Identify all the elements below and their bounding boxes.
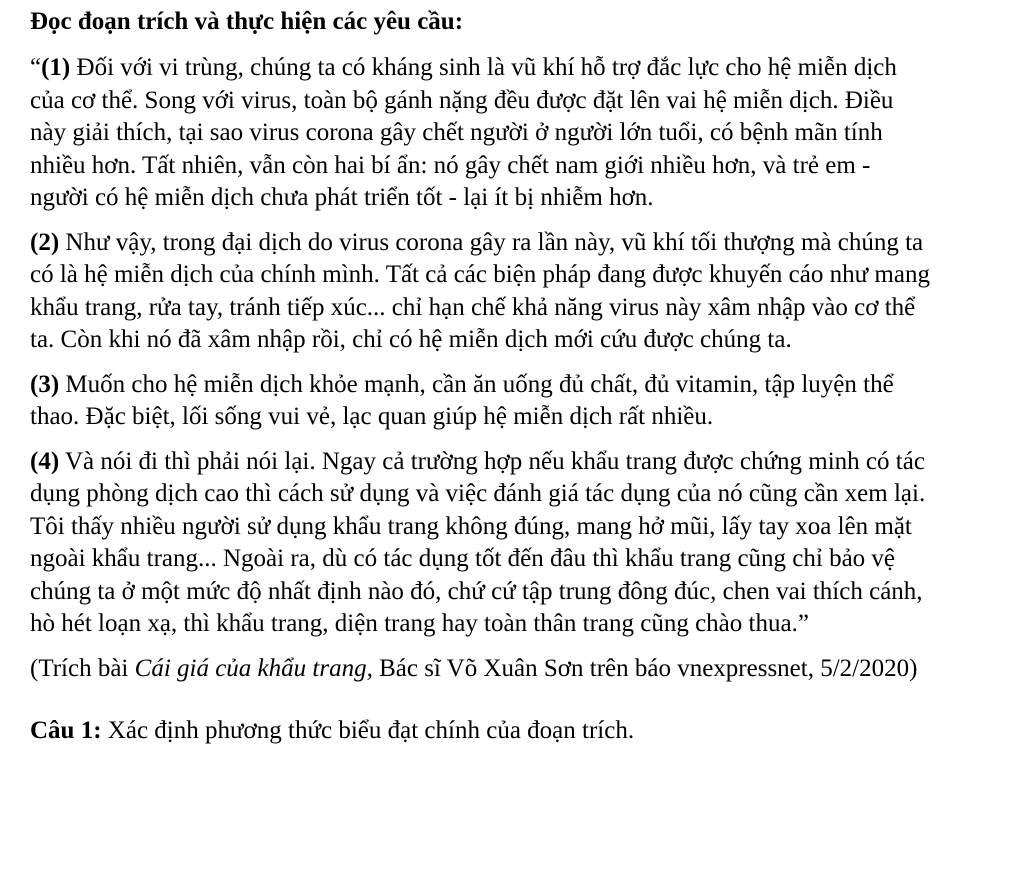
source-title: Cái giá của khẩu trang, [134,654,373,682]
paragraph-text: Và nói đi thì phải nói lại. Ngay cả trường hợp nếu khẩu trang được chứng minh có tác dụng phòng dịch cao thì cách sử dụng và việc đánh giá tác dụng của nó cũng cần xem lại. Tôi thấy nhiều người sử dụng khẩu trang không đúng, mang hở mũi, lấy tay xoa lên mặt ngoài khẩu trang... Ngoài ra, dù có tác dụng tốt đến đâu thì khẩu trang cũng chỉ bảo vệ chúng ta ở một mức độ nhất định nào đó, chứ cứ tập trung đông đúc, chen vai thích cánh, hò hét loạn xạ, thì khẩu trang, diện trang hay toàn thân trang cũng chào thua.” [30,447,926,637]
paragraph-number: (3) [30,370,60,398]
source-suffix: Bác sĩ Võ Xuân Sơn trên báo vnexpressnet, 5/2/2020) [372,654,918,682]
paragraph-3 [30,369,930,434]
paragraph-text: Muốn cho hệ miễn dịch khỏe mạnh, cần ăn uống đủ chất, đủ vitamin, tập luyện thể thao. Đặc biệt, lối sống vui vẻ, lạc quan giúp hệ miễn dịch rất nhiều. [30,370,894,430]
source-citation [30,653,930,686]
paragraph-text: Như vậy, trong đại dịch do virus corona gây ra lần này, vũ khí tối thượng mà chúng ta có là hệ miễn dịch của chính mình. Tất cả các biện pháp đang được khuyến cáo như mang khẩu trang, rửa tay, tránh tiếp xúc... chỉ hạn chế khả năng virus này xâm nhập vào cơ thể ta. Còn khi nó đã xâm nhập rồi, chỉ có hệ miễn dịch mới cứu được chúng ta. [30,228,930,353]
paragraph-number: (1) [41,54,71,81]
opening-quote: “ [30,54,42,81]
question-text: Xác định phương thức biểu đạt chính của đoạn trích. [101,717,635,744]
paragraph-4 [30,446,930,641]
paragraph-1 [30,52,930,215]
document-heading: Đọc đoạn trích và thực hiện các yêu cầu: [30,8,464,35]
paragraph-number: (2) [30,228,60,256]
question-1 [30,715,1024,747]
paragraph-2 [30,227,930,357]
question-label: Câu 1: [30,717,102,744]
paragraph-number: (4) [30,447,60,475]
source-prefix: (Trích bài [30,654,135,682]
paragraph-text: Đối với vi trùng, chúng ta có kháng sinh là vũ khí hỗ trợ đắc lực cho hệ miễn dịch của cơ thể. Song với virus, toàn bộ gánh nặng đều được đặt lên vai hệ miễn dịch. Điều này giải thích, tại sao virus corona gây chết người ở người lớn tuổi, có bệnh mãn tính nhiều hơn. Tất nhiên, vẫn còn hai bí ẩn: nó gây chết nam giới nhiều hơn, và trẻ em - người có hệ miễn dịch chưa phát triển tốt - lại ít bị nhiễm hơn. [30,54,897,211]
